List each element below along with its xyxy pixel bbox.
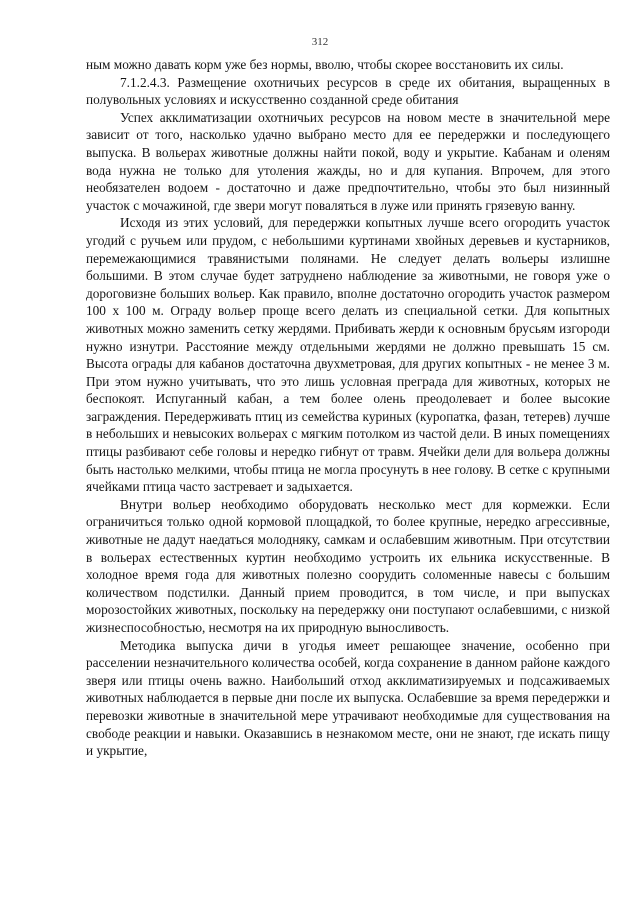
section-heading: 7.1.2.4.3. Размещение охотничьих ресурсов в среде их обитания, выращенных в полувольных условиях и искусственно созданной среде обитания <box>86 74 610 108</box>
paragraph: Исходя из этих условий, для передержки копытных лучше всего огородить участок угодий с ручьем или прудом, с небольшими куртинами хвойных деревьев и кустарников, перемежающимися травянистыми полянами. Не следует делать вольеры излишне большими. В этом случае будет затруднено наблюдение за животными, не говоря уже о дороговизне больших вольер. Как правило, вполне достаточно огородить участок размером 100 х 100 м. Ограду вольер проще всего делать из специальной сетки. Для копытных животных можно заменить сетку жердями. Прибивать жерди к основным брусьям изгороди нужно изнутри. Расстояние между отдельными жердями не должно превышать 15 см. Высота ограды для кабанов достаточна двухметровая, для других копытных - не менее 3 м. При этом нужно учитывать, что это лишь условная преграда для животных, которых не беспокоят. Испуганный кабан, а тем более олень преодолевает и более высокие заграждения. Передерживать птиц из семейства куриных (куропатка, фазан, тетерев) лучше в небольших и невысоких вольерах с мягким потолком из частой дели. В иных помещениях птицы разбивают себе головы и нередко гибнут от травм. Ячейки дели для вольера должны быть настолько мелкими, чтобы птица не могла просунуть в нее голову. В сетке с крупными ячейками птица часто застревает и задыхается. <box>86 215 610 495</box>
paragraph: Внутри вольер необходимо оборудовать несколько мест для кормежки. Если ограничиться только одной кормовой площадкой, то более крупные, нередко агрессивные, животные не дадут наедаться молодняку, самкам и ослабевшим животным. При отсутствии в вольерах естественных куртин необходимо устроить их ельника искусственные. В холодное время года для животных полезно соорудить соломенные навесы с большим количеством подстилки. Данный прием проводится, в том числе, и при выпусках морозостойких животных, поскольку на передержку они поступают ослабевшими, с низкой жизнеспособностью, несмотря на их природную выносливость. <box>86 496 610 635</box>
paragraph: Успех акклиматизации охотничьих ресурсов на новом месте в значительной мере зависит от того, насколько удачно выбрано место для ее передержки и последующего выпуска. В вольерах животные должны найти покой, воду и укрытие. Кабанам и оленям вода нужна не только для утоления жажды, но и для купания. Впрочем, для этого необязателен водоем - достаточно и даже предпочтительно, чтобы это был низинный участок с мочажиной, где звери могут поваляться в луже или принять грязевую ванну. <box>86 109 610 213</box>
body-text <box>86 56 610 760</box>
paragraph-continuation: ным можно давать корм уже без нормы, вволю, чтобы скорее восстановить их силы. <box>86 57 564 72</box>
paragraph: Методика выпуска дичи в угодья имеет решающее значение, особенно при расселении незначительного количества особей, когда сохранение в данном районе каждого зверя или птицы очень важно. Наибольший отход акклиматизируемых и подсаживаемых животных наблюдается в первые дни после их выпуска. Ослабевшие за время передержки и перевозки животные в значительной мере утрачивают необходимые для существования на свободе реакции и навыки. Оказавшись в незнакомом месте, они не знают, где искать пищу и укрытие, <box>86 637 610 759</box>
page-number: 312 <box>311 36 329 48</box>
